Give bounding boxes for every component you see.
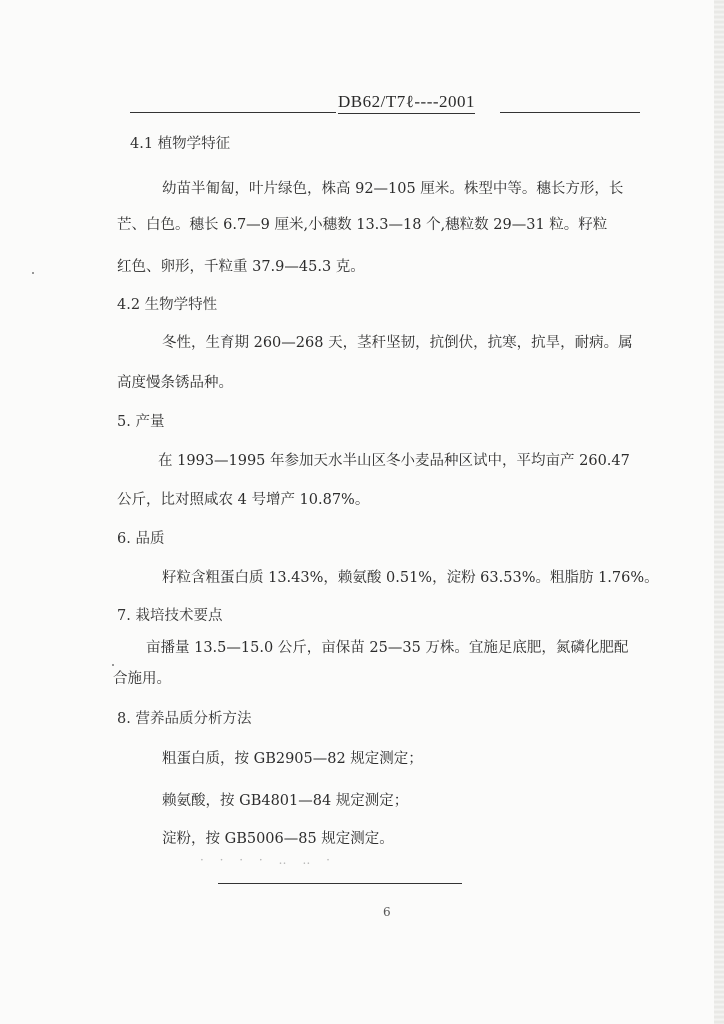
section-heading-5: 5. 产量 (117, 414, 165, 430)
scan-speck (32, 272, 34, 274)
section-heading-8: 8. 营养品质分析方法 (117, 711, 252, 727)
paragraph-line: 赖氨酸，按 GB4801—84 规定测定； (162, 793, 409, 809)
header-rule-left (130, 112, 336, 113)
paragraph-line: 红色、卵形，千粒重 37.9—45.3 克。 (117, 259, 365, 275)
paragraph-line: 合施用。 (113, 671, 171, 687)
scan-edge (714, 0, 724, 1024)
footer-rule (218, 883, 462, 884)
section-heading-4-1: 4.1 植物学特征 (130, 136, 231, 152)
section-heading-4-2: 4.2 生物学特性 (117, 297, 218, 313)
section-heading-7: 7. 栽培技术要点 (117, 608, 223, 624)
paragraph-line: 幼苗半匍匐，叶片绿色，株高 92—105 厘米。株型中等。穗长方形，长 (162, 181, 624, 197)
paragraph-line: 淀粉，按 GB5006—85 规定测定。 (162, 831, 394, 847)
faint-smudge: · · · · ‥ ‥ · (200, 853, 336, 867)
page-number: 6 (383, 905, 391, 919)
header-rule-right (500, 112, 640, 113)
paragraph-line: 公斤，比对照咸农 4 号增产 10.87%。 (117, 492, 370, 508)
paragraph-line: 亩播量 13.5—15.0 公斤，亩保苗 25—35 万株。宜施足底肥，氮磷化肥配 (146, 640, 629, 656)
standard-code: DB62/T7ℓ----2001 (338, 92, 475, 114)
section-heading-6: 6. 品质 (117, 531, 165, 547)
paragraph-line: 高度慢条锈品种。 (117, 375, 233, 391)
paragraph-line: 在 1993—1995 年参加天水半山区冬小麦品种区试中，平均亩产 260.47 (158, 453, 630, 469)
paragraph-line: 籽粒含粗蛋白质 13.43%，赖氨酸 0.51%，淀粉 63.53%。粗脂肪 1.76%。 (162, 570, 659, 586)
paragraph-line: 粗蛋白质，按 GB2905—82 规定测定； (162, 751, 423, 767)
paragraph-line: 芒、白色。穗长 6.7—9 厘米,小穗数 13.3—18 个,穗粒数 29—31 粒。籽粒 (117, 217, 608, 233)
scan-speck (112, 664, 114, 666)
paragraph-line: 冬性，生育期 260—268 天，茎秆坚韧，抗倒伏，抗寒，抗旱，耐病。属 (162, 335, 633, 351)
